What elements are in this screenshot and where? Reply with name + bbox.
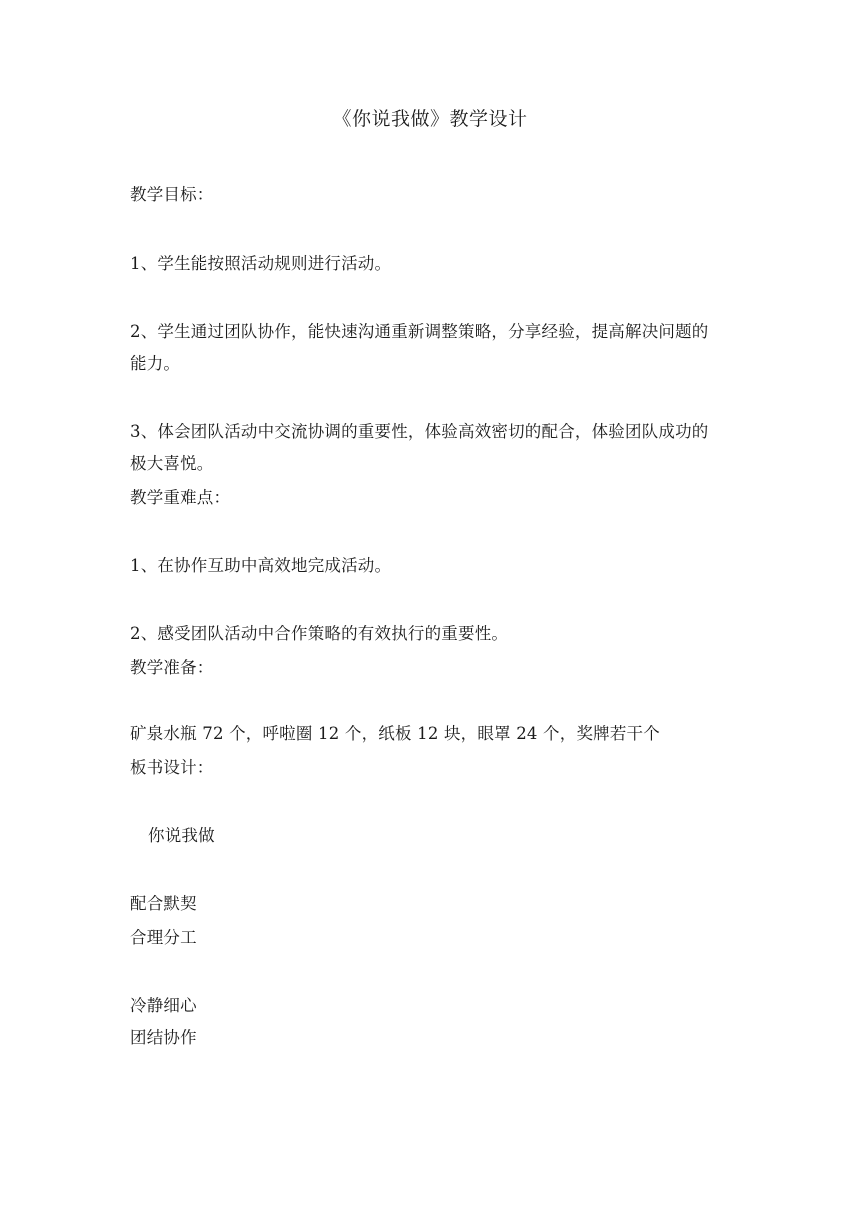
objective-item-1: 1、学生能按照活动规则进行活动。 bbox=[130, 254, 392, 273]
objective-item-3: 3、体会团队活动中交流协调的重要性，体验高效密切的配合，体验团队成功的 bbox=[130, 422, 709, 441]
objective-item-2-continued: 能力。 bbox=[130, 354, 181, 373]
document-title: 《你说我做》教学设计 bbox=[332, 108, 528, 130]
board-item-1: 配合默契 bbox=[130, 894, 197, 913]
preparation-text: 矿泉水瓶 72 个，呼啦圈 12 个，纸板 12 块，眼罩 24 个，奖牌若干个 bbox=[130, 724, 660, 743]
objective-item-3-continued: 极大喜悦。 bbox=[130, 454, 214, 473]
objectives-heading: 教学目标： bbox=[130, 185, 214, 204]
board-title: 你说我做 bbox=[148, 826, 215, 845]
board-item-4: 团结协作 bbox=[130, 1028, 197, 1047]
keypoint-item-1: 1、在协作互助中高效地完成活动。 bbox=[130, 556, 392, 575]
board-heading: 板书设计： bbox=[130, 758, 214, 777]
board-item-3: 冷静细心 bbox=[130, 996, 197, 1015]
keypoint-item-2: 2、感受团队活动中合作策略的有效执行的重要性。 bbox=[130, 624, 509, 643]
preparation-heading: 教学准备： bbox=[130, 658, 214, 677]
objective-item-2: 2、学生通过团队协作，能快速沟通重新调整策略，分享经验，提高解决问题的 bbox=[130, 322, 709, 341]
board-item-2: 合理分工 bbox=[130, 928, 197, 947]
keypoints-heading: 教学重难点： bbox=[130, 488, 231, 507]
